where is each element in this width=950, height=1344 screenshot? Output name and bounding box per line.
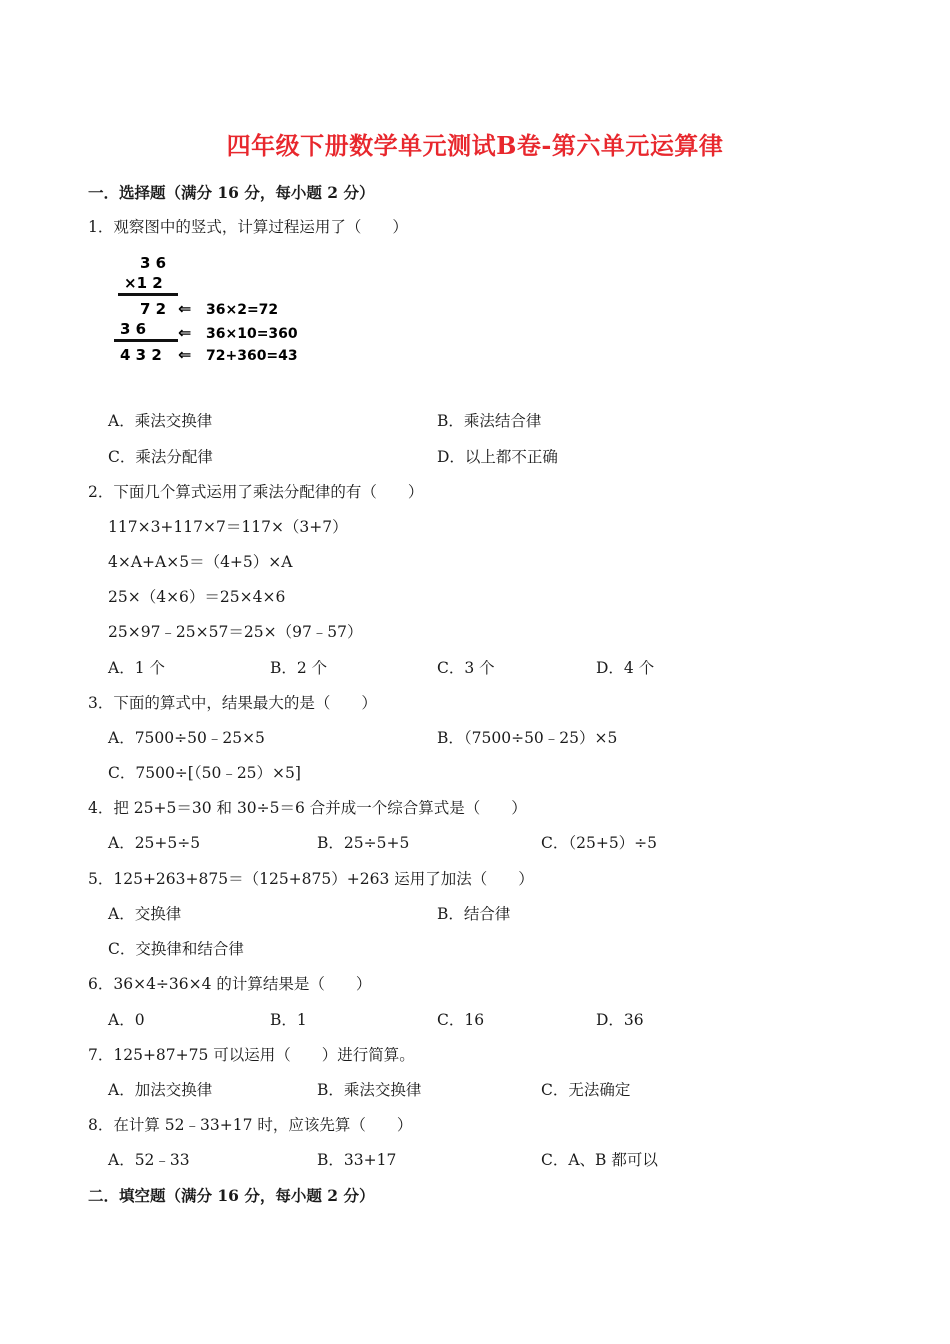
- question-2-expression: 25×（4×6）＝25×4×6: [108, 588, 286, 606]
- figure-partial-1: 7 2: [140, 300, 167, 318]
- question-6-option-c[interactable]: C．16: [437, 1011, 485, 1029]
- question-1-stem: 1．观察图中的竖式，计算过程运用了（ ）: [88, 218, 408, 236]
- question-2-option-a[interactable]: A．1 个: [108, 659, 165, 677]
- question-4-option-a[interactable]: A．25+5÷5: [108, 834, 201, 852]
- figure-arrow-1: ⇐: [178, 299, 192, 318]
- question-7-stem: 7．125+87+75 可以运用（ ）进行简算。: [88, 1046, 415, 1064]
- question-6-option-a[interactable]: A．0: [108, 1011, 145, 1029]
- question-2-option-d[interactable]: D．4 个: [596, 659, 655, 677]
- figure-multiplier: ×1 2: [124, 274, 163, 292]
- question-5-option-a[interactable]: A．交换律: [108, 905, 182, 923]
- figure-multiplicand: 3 6: [140, 254, 167, 272]
- figure-note-3: 72+360=432: [206, 348, 298, 364]
- figure-rule-2: [114, 339, 178, 342]
- question-3-stem: 3．下面的算式中，结果最大的是（ ）: [88, 694, 377, 712]
- question-8-stem: 8．在计算 52﹣33+17 时，应该先算（ ）: [88, 1116, 413, 1134]
- question-2-expression: 4×A+A×5＝（4+5）×A: [108, 553, 293, 571]
- question-5-option-b[interactable]: B．结合律: [437, 905, 511, 923]
- question-1-option-d[interactable]: D．以上都不正确: [437, 448, 558, 466]
- question-2-expression: 117×3+117×7＝117×（3+7）: [108, 518, 348, 536]
- question-5-stem: 5．125+263+875＝（125+875）+263 运用了加法（ ）: [88, 870, 534, 888]
- question-7-option-b[interactable]: B．乘法交换律: [317, 1081, 422, 1099]
- page-title: 四年级下册数学单元测试B卷-第六单元运算律: [226, 131, 724, 160]
- section-heading-choice: 一．选择题（满分 16 分，每小题 2 分）: [88, 183, 375, 202]
- question-4-option-b[interactable]: B．25÷5+5: [317, 834, 410, 852]
- question-3-option-a[interactable]: A．7500÷50﹣25×5: [108, 729, 265, 747]
- question-2-option-c[interactable]: C．3 个: [437, 659, 495, 677]
- question-6-option-b[interactable]: B．1: [270, 1011, 307, 1029]
- question-5-option-c[interactable]: C．交换律和结合律: [108, 940, 244, 958]
- question-3-option-c[interactable]: C．7500÷[（50﹣25）×5]: [108, 764, 301, 782]
- question-4-stem: 4．把 25+5＝30 和 30÷5＝6 合并成一个综合算式是（ ）: [88, 799, 527, 817]
- question-6-option-d[interactable]: D．36: [596, 1011, 644, 1029]
- figure-note-2: 36×10=360: [206, 326, 298, 342]
- question-1-option-c[interactable]: C．乘法分配律: [108, 448, 213, 466]
- question-8-option-a[interactable]: A．52﹣33: [108, 1151, 190, 1169]
- section-heading-fill: 二．填空题（满分 16 分，每小题 2 分）: [88, 1186, 375, 1205]
- figure-rule-1: [118, 293, 178, 296]
- question-8-option-b[interactable]: B．33+17: [317, 1151, 397, 1169]
- vertical-multiplication-figure: [108, 252, 298, 370]
- figure-note-1: 36×2=72: [206, 302, 279, 318]
- question-4-option-c[interactable]: C．（25+5）÷5: [541, 834, 658, 852]
- question-1-option-b[interactable]: B．乘法结合律: [437, 412, 542, 430]
- figure-arrow-3: ⇐: [178, 345, 192, 364]
- figure-product: 4 3 2: [120, 346, 162, 364]
- question-2-stem: 2．下面几个算式运用了乘法分配律的有（ ）: [88, 483, 424, 501]
- question-2-expression: 25×97﹣25×57＝25×（97﹣57）: [108, 623, 363, 641]
- question-6-stem: 6．36×4÷36×4 的计算结果是（ ）: [88, 975, 372, 993]
- question-7-option-a[interactable]: A．加法交换律: [108, 1081, 213, 1099]
- figure-partial-2: 3 6: [120, 320, 147, 338]
- question-8-option-c[interactable]: C．A、B 都可以: [541, 1151, 658, 1169]
- question-2-option-b[interactable]: B．2 个: [270, 659, 328, 677]
- figure-arrow-2: ⇐: [178, 323, 192, 342]
- question-1-option-a[interactable]: A．乘法交换律: [108, 412, 213, 430]
- question-7-option-c[interactable]: C．无法确定: [541, 1081, 631, 1099]
- question-3-option-b[interactable]: B．（7500÷50﹣25）×5: [437, 729, 618, 747]
